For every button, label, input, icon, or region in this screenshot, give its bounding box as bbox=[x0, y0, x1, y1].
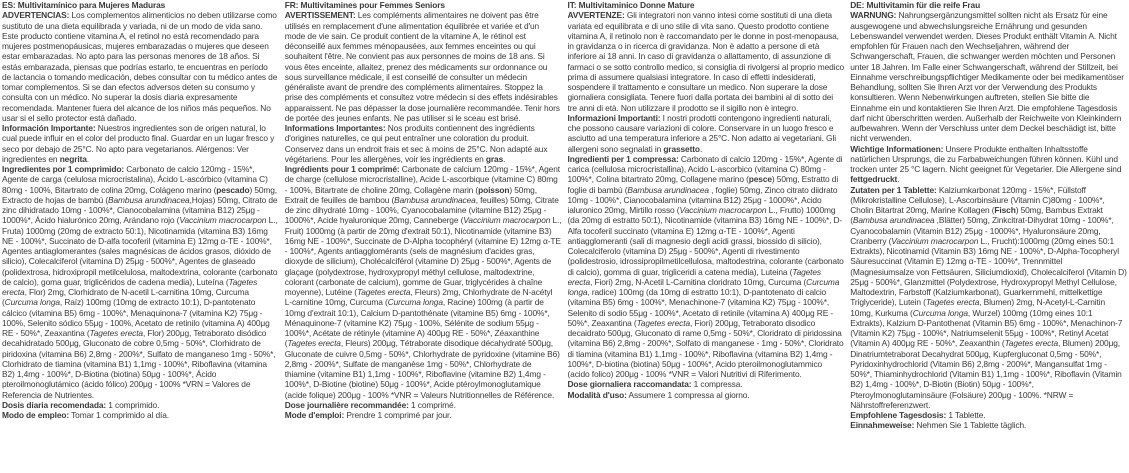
label-text: Prendre 1 comprimé par jour. bbox=[344, 410, 452, 420]
label-bold-text: Información Importante: bbox=[2, 123, 96, 133]
label-text: 1 Tablette. bbox=[946, 410, 986, 420]
label-text: , Fleurs) 200μg, Tétraborate disodique décahydraté 500μg, Gluconate de cuivre 0,5mg - 50%*, Chlorhydrate de pyridoxine (vitamine B6) 2,8mg - 200%*, Sulfate de manganèse 1mg - 50%*, Chlorhydrate de thiamine (vitamine B1) 1,1mg - 100%*, Riboflavine (vitamine B2) 1,4mg - 100%*, D-Biotine (biotine) 50μg - 100%*, Acide ptéroylmonoglutamique (acide folique) 200μg - 100% *VNR = Valeurs Nutritionnelles de Référence. bbox=[284, 338, 560, 400]
label-bold-text: Fisch bbox=[994, 205, 1016, 215]
label-column-es bbox=[2, 0, 279, 473]
label-text: ) 50mg, Extrait de feuilles de bambou ( bbox=[284, 184, 537, 205]
label-text: Nehmen Sie 1 Tablette täglich. bbox=[914, 420, 1027, 431]
label-bold-text: Ingredientes por 1 comprimido: bbox=[2, 164, 125, 174]
label-text: ) 50mg, Extracto de hojas de bambú ( bbox=[2, 184, 277, 205]
label-bold-text: Ingredienti per 1 compressa: bbox=[567, 153, 679, 164]
label-bold-text: Mode d'emploi: bbox=[284, 410, 345, 420]
label-bold-text: FR: Multivitamines pour Femmes Seniors bbox=[284, 0, 445, 10]
label-paragraph bbox=[850, 144, 1127, 185]
label-text: ) 50mg, Bambus Extrakt ( bbox=[850, 205, 1103, 226]
label-paragraph bbox=[850, 0, 1127, 10]
label-text: . bbox=[503, 153, 506, 164]
label-bold-text: DE: Multivitamin für die reife Frau bbox=[850, 0, 981, 10]
label-text: Kalziumkarbonat 120mg - 15%*, Füllstoff (Mikrokristalline Cellulose), L-Ascorbinsäure (Vitamin C)80mg - 100%*, Cholin Bitartrat 20mg, Marine Kollagen ( bbox=[850, 184, 1105, 215]
label-text: ) 50mg, Estratto di foglie di bambù ( bbox=[567, 174, 839, 195]
label-paragraph bbox=[568, 379, 845, 389]
label-text: , Blumen) 200μg, Dinatriumtetraborat Decahydrat 500μg, Kupfergluconat 0,5mg - 50%*, Pyridoxinhydrochlorid (Vitamin B6) 2,8mg - 200%*, Mangansulfat 1mg - 50%*, Thiaminhydrochlorid (Vitamin B1) 1,1mg - 100%*, Riboflavin (Vitamin B2) 1,4mg - 100%*, D-Biotin (Biotin) 50μg - 100%*, Pteroylmonoglutaminsäure (Folsäure) 200μg - 100%. *NRW = Nährstoffreferenzwert. bbox=[850, 338, 1122, 410]
label-italic-text: Tagetes erecta bbox=[287, 338, 341, 349]
label-text: L., Fruit) 1000mg (à partir de 20mg d'extrait 50:1), Nicotinamide (vitamine B3) 16mg NE - 100%*, Succinate de D-Alpha tocophéryl (vitamine E) 12mg α-TE - 100%*, Agents antiagglomérants (sels de magnésium d'acides gras, dioxyde de silicium), Cholécalciférol (vitamine D) 25μg - 500%*, Agents de glaçage (polydextrose, hydroxypropyl méthyl cellulose, maltodextrine, colorant (carbonate de calcium), gomme de Guar, triglycérides à chaîne moyenne), Lutéine ( bbox=[284, 215, 562, 297]
label-paragraph bbox=[2, 123, 279, 164]
label-text: Unsere Produkte enthalten Inhaltsstoffe natürlichen Ursprungs, die zu Farbabweichungen führen können. Kühl und trocken unter 25 °C lagern. Nicht geeignet für Vegetarier. Die Allergene sind bbox=[850, 143, 1122, 174]
label-text: , foglie) 50mg, Zinco citrato diidrato 10mg - 100%*, Cianocobalamina (vitamina B12) 25μg - 1000%*, Acido ialuronico 20mg, Mirtillo rosso ( bbox=[567, 184, 838, 215]
label-text: , radice) 100mg (da 10mg di estratto 10:1), D-pantotenato di calcio (vitamina B5) 6mg - 100%*, Menachinone-7 (vitamina K2) 75μg - 100%*, Selenito di sodio 55μg - 100%*, Acetato di retinile (vitamina A) 400μg RE - 50%*, Zeaxantina ( bbox=[567, 287, 834, 328]
label-text: , feuilles) 50mg, Citrate de zinc dihydraté 10mg - 100%, Cyanocobalamine (vitamine B12) 25μg - 1000%*, Acide hyaluronique 20mg, Canneberge ( bbox=[284, 194, 559, 226]
label-bold-text: Dose journalière recommandée: bbox=[284, 399, 409, 410]
label-text: , Wurzel) 100mg (10mg eines 10:1 Extrakts), Kalzium D-Pantothenat (Vitamin B5) 6mg - 100%*, Menachinon-7 (Vitamin K2) 75μg - 100%*, Natriumselenit 55μg - 100%*, Retinyl Acetat (Vitamin A) 400μg RE - 50%*, Zeaxanthin ( bbox=[850, 307, 1123, 349]
label-text: 1 compressa. bbox=[691, 379, 743, 390]
label-text: ,Blätter) 50mg, Zinkcitrat-Dihydrat 10mg - 100%*, Cyanocobalamin (Vitamin B12) 25μg - 1000%*, Hyaluronsäure 20mg, Cranberry ( bbox=[850, 215, 1114, 246]
label-italic-text: Tagetes erecta bbox=[636, 317, 690, 328]
label-italic-text: Tagetes erecta bbox=[567, 266, 821, 287]
label-text: Les compléments alimentaires ne doivent pas être utilisés en remplacement d'une alimentation équilibrée et variée et d'un mode de vie sain. Ce produit contient de la vitamine A, le rétinol est déconseillé aux femmes ménopausées, aux femmes enceintes ou qui souhaitent l'être. Ne convient pas aux personnes de moins de 18 ans. Si vous êtes enceinte, allaitez, prenez des médicaments sur ordonnance ou sous surveillance médicale, il est conseillé de consulter un médecin généraliste avant de prendre des compléments alimentaires. Stoppez la prise des compléments et consultez votre médecin si des effets indésirables apparaissent. Ne pas dépasser la dose journalière recommandée. Tenir hors de portée des jeunes enfants. Ne pas utiliser si le sceau est brisé. bbox=[284, 10, 560, 123]
label-paragraph bbox=[2, 10, 279, 123]
label-paragraph bbox=[850, 10, 1127, 143]
label-column-it bbox=[568, 0, 845, 473]
label-italic-text: Tagetes erecta bbox=[925, 297, 980, 308]
label-bold-text: gras bbox=[485, 153, 504, 164]
label-italic-text: Vaccinium macrocarpon bbox=[179, 215, 267, 226]
label-bold-text: pescado bbox=[216, 184, 250, 195]
label-text: L., Frucht):1000mg (20mg eines 50:1 Extrakts), Nicotinamid (Vitamin B3) 16mg NE - 100%*, D-Alpha-Tocopheryl Säuresuccinat (Vitamin E) 12mg α-TE - 100%*, Trennmittel (Magnesiumsalze von Fettsäuren, Siliciumdioxid), Cholecalciferol (Vitamin D) 25μg - 500%*, Glanzmittel (Polydextrose, Hydroxypropyl Methyl Cellulose, Maltodextrin, Farbstoff (Kalziumkarbonat), Guarkernmehl, mittelkettige Triglyceride), Lutein ( bbox=[850, 235, 1127, 308]
label-italic-text: Bambusa arundinacea bbox=[852, 215, 935, 226]
label-paragraph bbox=[2, 0, 279, 10]
label-paragraph bbox=[285, 10, 562, 123]
label-bold-text: Informazioni Importanti: bbox=[567, 112, 661, 123]
label-paragraph bbox=[285, 123, 562, 164]
label-bold-text: Zutaten per 1 Tablette: bbox=[850, 184, 937, 195]
label-text: Gli integratori non vanno intesi come sostituti di una dieta variata ed equilibrata e di uno stile di vita sano. Questo prodotto contiene vitamina A, il retinolo non è raccomandato per le donne in post-menopausa, in gravidanza o in ricerca di gravidanza. Non è adatto a persone di età inferiore ai 18 anni. In caso di gravidanza o allattamento, di assunzione di farmaci o se sotto controllo medico, si consiglia di rivolgersi al proprio medico prima di assumere qualsiasi integratore. In caso di effetti indesiderati, sospendere il trattamento e consultare un medico. Non superare la dose giornaliera consigliata. Tenere fuori dalla portata dei bambini al di sotto dei tre anni di età. Non utilizzare il prodotto se il sigillo non è integro. bbox=[567, 10, 845, 113]
label-text: , Blumen) 2mg, N-Acetyl-L-Carnitin 10mg, Kurkuma ( bbox=[850, 297, 1106, 318]
label-bold-text: Empfohlene Tagesdosis: bbox=[850, 410, 947, 420]
label-paragraph bbox=[568, 154, 845, 380]
label-text: . bbox=[86, 153, 89, 164]
label-bold-text: pesce bbox=[748, 174, 772, 185]
label-paragraph bbox=[568, 390, 845, 400]
label-italic-text: Vaccinium macrocarpon bbox=[463, 215, 551, 226]
label-italic-text: Tagetes erecta bbox=[1004, 338, 1058, 349]
label-italic-text: Tagetes erecta bbox=[2, 276, 258, 297]
label-italic-text: Bambusa arundinacea bbox=[108, 194, 190, 205]
label-text: , Fiori) 200μg, Tetraborato disodico decaidrato 500μg, Gluconato di rame 0,5mg - 50%*, Cloridrato di piridossina (vitamina B6) 2,8mg - 200%*, Solfato di manganese - 1mg - 50%*, Cloridrato di tiamina (vitamina B1) 1,1mg - 100%*, Riboflavina (vitamina B2) 1,4mg - 100%*, D-biotina (biotina) 50μg - 100%*, Acido pteroilmonoglutammico (acido folico) 200μg - 100% *VNR = Valori Nutritivi di Riferimento. bbox=[567, 317, 844, 379]
label-paragraph bbox=[285, 0, 562, 10]
label-paragraph bbox=[2, 164, 279, 400]
label-bold-text: fettgedruckt bbox=[850, 174, 898, 185]
label-bold-text: Wichtige Informationen: bbox=[850, 143, 944, 154]
label-paragraph bbox=[850, 410, 1127, 420]
label-paragraph bbox=[2, 400, 279, 410]
label-italic-text: Curcuma longa bbox=[4, 297, 60, 308]
label-text: 1 comprimé. bbox=[408, 399, 456, 410]
label-text: , Flor) 200μg, Tetraborato disódico decahidratado 500μg, Gluconato de cobre 0,5mg - 50%*, Clorhidrato de piridoxina (vitamina B6) 2,8mg - 200%*, Sulfato de manganeso 1mg - 50%*, Clorhidrato de tiamina (vitamina B1) 1,1mg - 100%*, Riboflavina (vitamina B2) 1,4mg - 100%*, D-Biotina (biotina) 50μg - 100%*, Ácido pteroilmonoglutámico (ácido fólico) 200μg - 100% *VRN = Valores de Referencia de Nutrientes. bbox=[2, 328, 276, 400]
label-italic-text: Vaccinium macrocarpon bbox=[679, 205, 767, 215]
label-text: L., Frutto) 1000mg (da 20mg di estratto 50:1), Nicotinamide (vitamina B3) 16mg NE - 100%*, D-Alfa tocoferil succinato (vitamina E) 12mg α-TE - 100%*, Agenti antiagglomeranti (sali di magnesio degli acidi grassi, biossido di silicio), Colecalciferolo (vitamina D) 25μg - 500%*, Agenti di rivestimento (polidestrosio, idrossipropilmetilcellulosa, maltodestrina, colorante (carbonato di calcio), gomma di guar, trigliceridi a catena media), Luteina ( bbox=[567, 205, 844, 277]
label-text: , Fleurs) 2mg, Chlorhydrate de N-acétyl L-carnitine 10mg, Curcuma ( bbox=[284, 287, 553, 308]
label-italic-text: Vaccinium macrocarpon bbox=[891, 235, 979, 246]
label-italic-text: Tagetes erecta bbox=[89, 328, 143, 338]
label-italic-text: Curcuma longa bbox=[912, 307, 968, 318]
label-text: Nuestros ingredientes son de origen natural, lo cual puede influir en el color del producto final. Guardar en un lugar fresco y seco por debajo de 25°C. No apto para vegetarianos. Alérgenos: Ver ingredientes en bbox=[2, 123, 275, 164]
label-bold-text: Ingrédients pour 1 comprimé: bbox=[284, 164, 400, 174]
label-paragraph bbox=[285, 410, 562, 420]
label-text: , Flor) 2mg, Clorhidrato de N-acetil L-carnitina 10mg, Curcuma ( bbox=[2, 287, 249, 308]
label-italic-text: Curcuma longa bbox=[567, 276, 840, 297]
label-paragraph bbox=[285, 164, 562, 400]
label-italic-text: Curcuma longa bbox=[387, 297, 443, 308]
label-text: Tomar 1 comprimido al día. bbox=[69, 410, 169, 420]
label-text: L., Fruta) 1000mg (20mg de extracto 50:1), Nicotinamida (vitamina B3) 16mg NE - 100%*, Succinato de D-alfa tocoferil (vitamina E) 12mg α-TE - 100%*, Agentes antiaglomerantes (sales magnésicas de ácidos grasos, dióxido de silicio), Colecalciferol (vitamina D) 25μg - 500%*, Agentes de glaseado (polidextrosa, hidroxipropil metilcelulosa, maltodextrina, colorante (carbonato de calcio), goma guar, triglicéridos de cadena media), Luteína ( bbox=[2, 215, 278, 287]
label-italic-text: Bambusa arundinacea bbox=[394, 194, 476, 205]
label-bold-text: AVVERTENZE: bbox=[567, 10, 625, 21]
label-bold-text: negrita bbox=[59, 153, 87, 164]
label-text: Carbonato di calcio 120mg - 15%*, Agente di carica (cellulosa microcristallina), Acido L-ascorbico (vitamina C) 80mg - 100%*, Colina bitartrato 20mg, Collagene marino ( bbox=[567, 153, 843, 185]
label-text: ,Hojas) 50mg, Citrato de zinc dihidratado 10mg - 100%*, Cianocobalamina (vitamina B12) 25μg - 1000%*, Ácido hialurónico 20mg, Arándano rojo ( bbox=[2, 194, 278, 226]
label-italic-text: Tagetes erecta bbox=[356, 287, 411, 297]
label-paragraph bbox=[568, 10, 845, 113]
label-paragraph bbox=[850, 420, 1127, 430]
label-bold-text: poisson bbox=[478, 184, 510, 195]
label-bold-text: Modalità d'uso: bbox=[567, 389, 627, 400]
label-bold-text: Informations Importantes: bbox=[284, 123, 386, 133]
label-text: I nostri prodotti contengono ingredienti naturali, che possono causare variazioni di colore. Conservare in un luogo fresco e asciutto ad una temperatura inferiore a 25°C. Non adatto ai vegetariani. Gli allergeni sono segnalati in bbox=[567, 112, 836, 154]
label-paragraph bbox=[285, 400, 562, 410]
label-paragraph bbox=[568, 113, 845, 154]
label-text: , Racine) 100mg (à partir de 10mg d'extrait 10:1), Calcium D-pantothénate (vitamine B5) 6mg - 100%*, Ménaquinone-7 (vitamine K2) 75μg - 100%, Sélénite de sodium 55μg - 100%*, Acétate de rétinyle (vitamine A) 400μg RE - 50%*, Zéaxanthine ( bbox=[284, 297, 550, 349]
label-bold-text: ES: Multivitamínico para Mujeres Maduras bbox=[2, 0, 166, 10]
label-paragraph bbox=[850, 185, 1127, 411]
label-bold-text: AVERTISSEMENT: bbox=[284, 10, 356, 21]
label-bold-text: Dosis diaria recomendada: bbox=[2, 399, 107, 410]
label-bold-text: Modo de empleo: bbox=[2, 410, 70, 420]
label-bold-text: WARNUNG: bbox=[850, 10, 897, 21]
label-bold-text: grassetto bbox=[663, 143, 700, 154]
label-text: 1 comprimido. bbox=[106, 399, 160, 410]
label-text: Nahrungsergänzungsmittel sollten nicht als Ersatz für eine ausgewogene und abwechslungsreiche Ernährung und gesunden Lebenswandel verwendet werden. Dieses Produkt enthält Vitamin A. Nicht empfohlen für Frauen nach den Wechseljahren, während der Schwangerschaft, Frauen, die schwanger werden möchten und Personen unter 18 Jahren. Im Falle einer Schwangerschaft, während der Stillzeit, bei Einnahme verschreibungspflichtiger Medikamente oder bei medikamentöser Behandlung, sollten Sie Ihren Arzt vor der Verwendung des Produkts konsultieren. Wenn Nebenwirkungen auftreten, stellen Sie bitte die Einnahme ein und kontaktieren Sie Ihren Arzt. Die empfohlene Tagesdosis darf nicht überschritten werden. Außerhalb der Reichweite von Kleinkindern aufbewahren. Wenn der Verschluss unter dem Deckel beschädigt ist, bitte nicht verwenden. bbox=[850, 10, 1124, 144]
label-column-de bbox=[850, 0, 1127, 473]
label-bold-text: Einnahmeweise: bbox=[850, 420, 915, 431]
label-paragraph bbox=[568, 0, 845, 10]
label-text: Los complementos alimenticios no deben utilizarse como sustituto de una dieta equilibrada y variada, ni de un modo de vida sano. Este producto contiene vitamina A, el retinol no está recomendado para mujeres postmenopáusicas, mujeres embarazadas o mujeres que deseen estar embarazadas. No apto para las personas menores de 18 años. Si estás embarazada, piensas que podrías estarlo, te encuentras en período de lactancia o tomando medicación, debes consultar con tu médico antes de tomar complementos. Si se dan efectos adversos deten su consumo y consulta con un médico. No superar la dosis diaria expresamente recomendada. Mantener fuera del alcance de los niños más pequeños. No usar si el sello protector está dañado. bbox=[2, 10, 278, 123]
label-bold-text: ADVERTENCIAS: bbox=[2, 10, 70, 21]
label-text: , Raíz) 100mg (10mg de extracto 10:1), D-pantotenato cálcico (vitamina B5) 6mg - 100%*, Menaquinona-7 (vitamina K2) 75μg - 100%, Selenito sódico 55μg - 100%, Acetato de retinilo (vitamina A) 400μg RE - 50%*, Zeaxantina ( bbox=[2, 297, 270, 338]
label-column-fr bbox=[285, 0, 562, 473]
label-text: Assumere 1 compressa al giorno. bbox=[626, 389, 750, 400]
label-text: Carbonato de calcio 120mg - 15%*, Agente de carga (celulosa microcristalina), Ácido L-ascórbico (vitamina C) 80mg - 100%, Bitartrato de colina 20mg, Colágeno marino ( bbox=[2, 164, 268, 195]
label-text: . bbox=[699, 143, 703, 154]
label-paragraph bbox=[2, 410, 279, 420]
label-text: Nos produits contiennent des ingrédients d'origines naturelles, ce qui peut entraîner une coloration du produit. Conservez dans un endroit frais et sec à moins de 25°C. Non adapté aux végétariens. Pour les allergènes, voir les ingrédients en bbox=[284, 123, 548, 164]
label-bold-text: IT: Multivitaminico Donne Mature bbox=[567, 0, 695, 10]
label-bold-text: Dose giornaliera raccomandata: bbox=[567, 379, 692, 390]
label-text: . bbox=[897, 174, 900, 185]
label-text: , Fiori) 2mg, N-Acetil L-Carnitina cloridrato 10mg, Curcuma ( bbox=[590, 276, 807, 287]
label-text: Carbonate de calcium 120mg - 15%*, Agent de charge (cellulose microcristalline), Acide L-ascorbique (vitamine C) 80mg - 100%, Bitartrate de choline 20mg, Collagène marin ( bbox=[284, 164, 560, 195]
label-italic-text: Bambusa arundinacea bbox=[627, 184, 709, 195]
